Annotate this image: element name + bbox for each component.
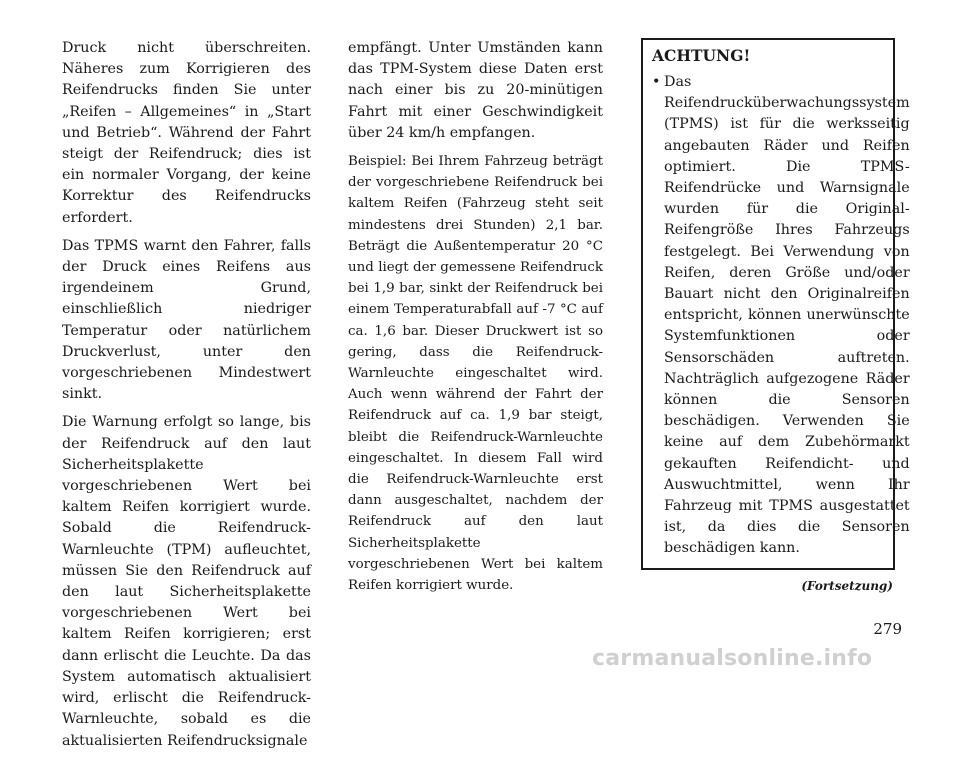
page-number: 279 <box>873 620 902 638</box>
warning-item <box>652 72 910 560</box>
warning-text: Das Reifendrucküberwachungssystem (TPMS) ist für die werksseitig angebauten Räder und Reifen optimiert. Die TPMS-Reifendrücke und Warnsignale wurden für die Original-Reifengröße Ihres Fahrzeugs festgelegt. Bei Verwendung von Reifen, deren Größe und/oder Bauart nicht den Originalreifen entspricht, können unerwünschte Systemfunktionen oder Sensorschäden auftreten. Nachträglich aufgezogene Räder können die Sensoren beschädigen. Verwenden Sie keine auf dem Zubehörmarkt gekauften Reifendicht- und Auswuchtmittel, wenn Ihr Fahrzeug mit TPMS ausgestattet ist, da dies die Sensoren beschädigen kann. <box>664 74 910 557</box>
bullet-icon: • <box>652 74 661 90</box>
warning-box <box>641 38 910 570</box>
left-column <box>62 38 311 759</box>
example-paragraph: Beispiel: Bei Ihrem Fahrzeug beträgt der vorgeschriebene Reifendruck bei kaltem Reifen (Fahrzeug steht seit mindestens drei Stunden) 2,1 bar. Beträgt die Außentemperatur 20 °C und liegt der gemessene Reifendruck bei 1,9 bar, sinkt der Reifendruck bei einem Temperaturabfall auf -7 °C auf ca. 1,6 bar. Dieser Druckwert ist so gering, dass die Reifendruck-Warnleuchte eingeschaltet wird. Auch wenn während der Fahrt der Reifendruck auf ca. 1,9 bar steigt, bleibt die Reifendruck-Warnleuchte eingeschaltet. In diesem Fall wird die Reifendruck-Warnleuchte erst dann ausgeschaltet, nachdem der Reifendruck auf den laut Sicherheitsplakette vorgeschriebenen Wert bei kaltem Reifen korrigiert wurde. <box>348 154 603 594</box>
middle-column <box>348 38 603 603</box>
paragraph: Das TPMS warnt den Fahrer, falls der Druck eines Reifens aus irgendeinem Grund, einschließlich niedriger Temperatur oder natürlichem Druckverlust, unter den vorgeschriebenen Mindestwert sinkt. <box>62 237 311 403</box>
watermark: carmanualsonline.info <box>592 646 873 671</box>
right-column <box>641 38 910 597</box>
paragraph: Druck nicht überschreiten. Näheres zum Korrigieren des Reifendrucks finden Sie unter „Reifen – Allgemeines“ in „Start und Betrieb“. Während der Fahrt steigt der Reifendruck; dies ist ein normaler Vorgang, der keine Korrektur des Reifendrucks erfordert. <box>62 40 311 226</box>
paragraph: Die Warnung erfolgt so lange, bis der Reifendruck auf den laut Sicherheitsplakette vorgeschriebenen Wert bei kaltem Reifen korrigiert wurde. Sobald die Reifendruck-Warnleuchte (TPM) aufleuchtet, müssen Sie den Reifendruck auf den laut Sicherheitsplakette vorgeschriebenen Wert bei kaltem Reifen korrigieren; erst dann erlischt die Leuchte. Da das System automatisch aktualisiert wird, erlischt die Reifendruck-Warnleuchte, sobald es die aktualisierten Reifendrucksignale <box>62 414 311 749</box>
warning-title: ACHTUNG! <box>652 46 751 65</box>
paragraph: empfängt. Unter Umständen kann das TPM-System diese Daten erst nach einer bis zu 20-minütigen Fahrt mit einer Geschwindigkeit über 24 km/h empfangen. <box>348 40 603 141</box>
continued-label: (Fortsetzung) <box>801 578 893 593</box>
